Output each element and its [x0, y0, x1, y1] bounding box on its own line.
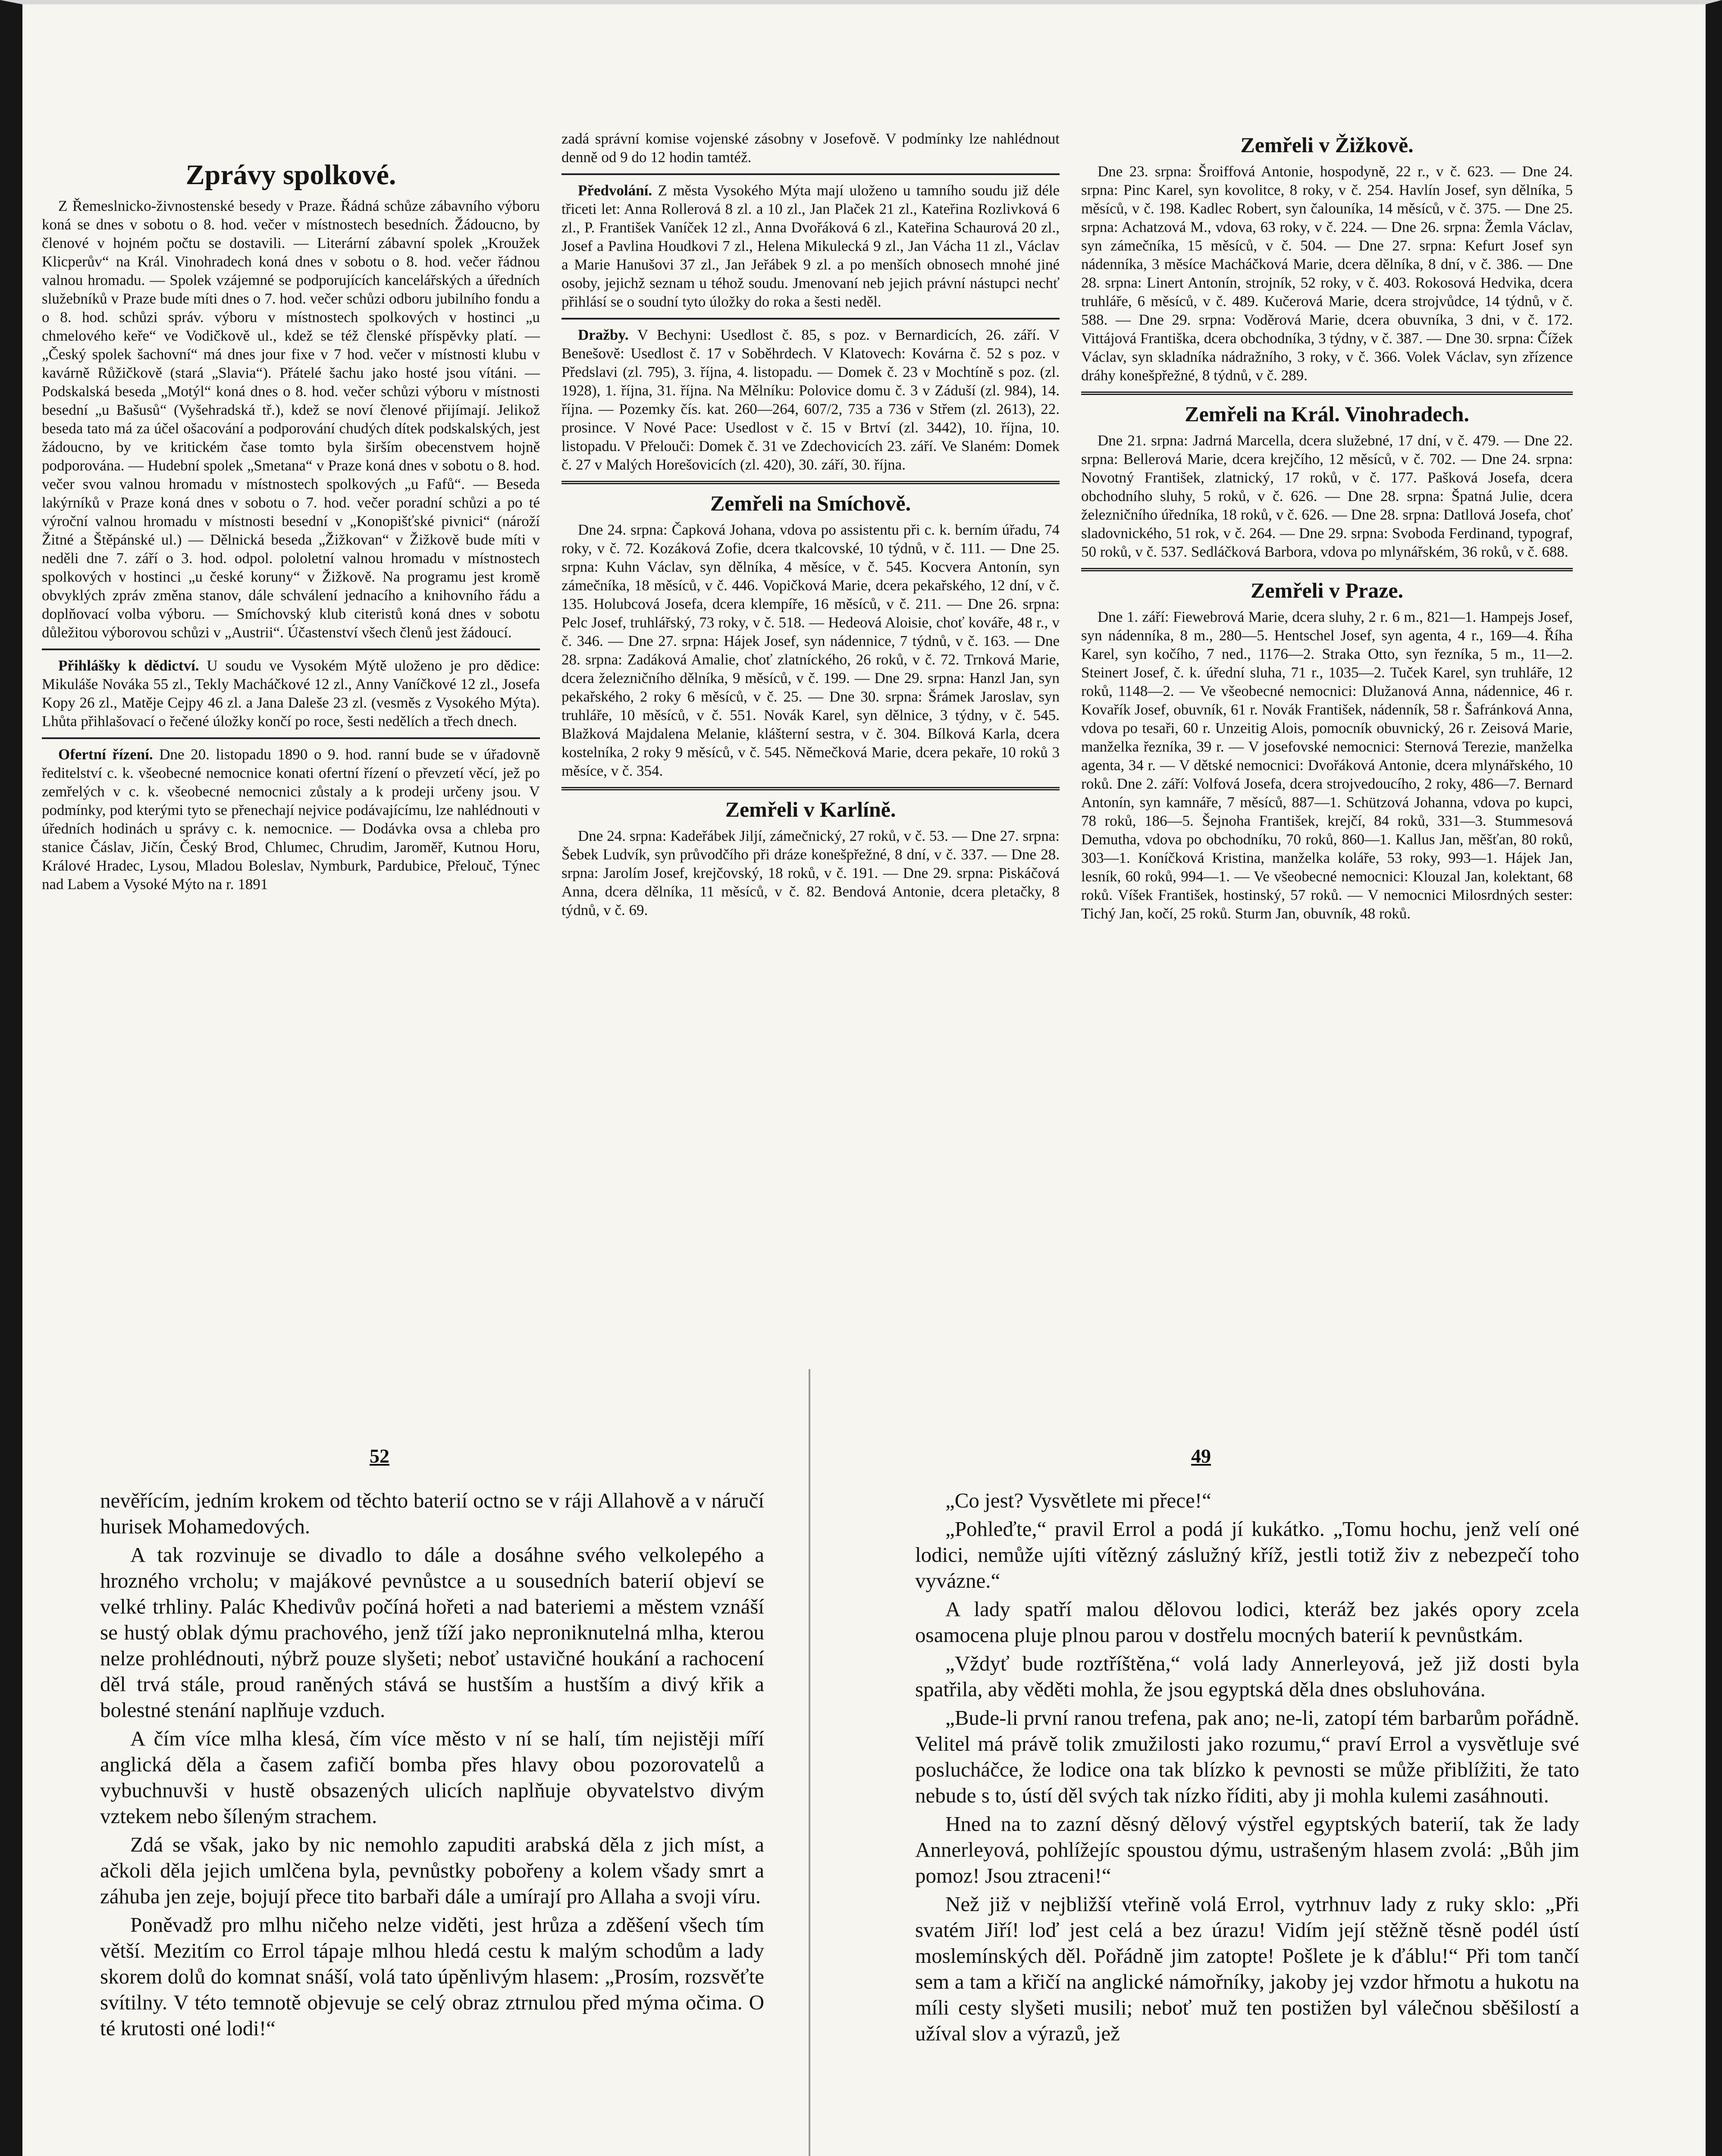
divider	[1081, 568, 1573, 571]
divider	[561, 481, 1060, 484]
column-predvolani	[561, 129, 1060, 925]
paragraph: „Vždyť bude roztříštěna,“ volá lady Annerleyová, jež již dosti byla spatřila, aby věděti mohla, že jsou egyptská děla dnes obsluhována.	[915, 1651, 1579, 1701]
paragraph-continued: zadá správní komise vojenské zásobny v Josefově. V podmínky lze nahlédnout denně od 9 do 12 hodin tamtéž.	[561, 130, 1060, 166]
paragraph-smichov: Dne 24. srpna: Čapková Johana, vdova po assistentu při c. k. berním úřadu, 74 roky, v č. 72. Kozáková Zofie, dcera tkalcovské, 10 týdnů, v č. 111. — Dne 25. srpna: Kuhn Václav, syn dělníka, 4 měsíce, v č. 545. Kocvera Antonín, syn zámečníka, 18 měsíců, v č. 446. Vopičková Marie, dcera pekařského, 12 dní, v č. 135. Holubcová Josefa, dcera klempíře, 16 měsíců, v č. 211. — Dne 26. srpna: Pelc Josef, truhlářský, 73 roky, v č. 518. — Hedeová Aloisie, choť kováře, 48 r., v č. 346. — Dne 27. srpna: Hájek Josef, syn nádennice, 7 týdnů, v č. 163. — Dne 28. srpna: Zadáková Amalie, choť zlatníckého, 26 roků, v č. 72. Trnková Marie, dcera železničního dělníka, 9 měsíců, v č. 199. — Dne 29. srpna: Hanzl Jan, syn pekařského, 2 roky 6 měsíců, v č. 25. — Dne 30. srpna: Šrámek Jaroslav, syn truhláře, 10 měsíců, v č. 551. Novák Karel, syn dělnice, 3 týdny, v č. 545. Blažková Majdalena Melanie, klášterní sestra, v č. 304. Bílková Karla, dcera kostelníka, 2 roky 9 měsíců, v č. 545. Němečková Marie, dcera pekaře, 10 roků 3 měsíce, v č. 354.	[561, 521, 1060, 779]
paragraph-zizkov: Dne 23. srpna: Šroiffová Antonie, hospodyně, 22 r., v č. 623. — Dne 24. srpna: Pinc Karel, syn kovolitce, 8 roky, v č. 254. Havlín Josef, syn dělníka, 5 měsíců, v č. 198. Kadlec Robert, syn čalouníka, 14 měsíců, v č. 375. — Dne 25. srpna: Achatzová M., vdova, 63 roky, v č. 224. — Dne 26. srpna: Žemla Václav, syn zámečníka, 15 měsíců, v č. 504. — Dne 27. srpna: Kefurt Josef syn nádenníka, 3 měsíce Macháčková Marie, dcera dělníka, 8 dní, v č. 386. — Dne 28. srpna: Linert Antonín, strojník, 52 roky, v č. 403. Rokosová Hedvika, dcera truhláře, 6 měsíců, v č. 489. Kučerová Marie, dcera strojvůdce, 14 týdnů, v č. 588. — Dne 29. srpna: Voděrová Marie, dcera obuvníka, 3 dni, v č. 172. Vittájová Františka, dcera obchodníka, 3 týdny, v č. 387. — Dne 30. srpna: Čížek Václav, syn skladníka nádražního, 3 roky, v č. 366. Volek Václav, syn zřízence dráhy konešpřežné, 8 týdnů, v č. 289.	[1081, 163, 1573, 384]
paragraph-ofertni: Ofertní řízení. Dne 20. listopadu 1890 o 9. hod. ranní bude se v úřadovně ředitelství c. k. všeobecné nemocnice konati ofertní řízení o převzetí věcí, jež po zemřelých v c. k. všeobecné nemocnici zůstaly a k prodeji určeny jsou. V podmínky, pod kterými tyto se přenechají nejvice podávajícímu, lze nahlédnouti v úředních hodinách u správy c. k. nemocnice. — Dodávka ovsa a chleba pro stanice Čáslav, Jičín, Český Brod, Chlumec, Chrudim, Jaroměř, Kutnou Horu, Králové Hradec, Lysou, Mladou Boleslav, Nymburk, Pardubice, Přelouč, Týnec nad Labem a Vysoké Mýto na r. 1891	[42, 746, 540, 893]
divider	[1081, 392, 1573, 395]
section-title-karlin: Zemřeli v Karlíně.	[725, 797, 896, 821]
divider	[561, 787, 1060, 790]
section-title-smichov: Zemřeli na Smíchově.	[710, 491, 911, 515]
section-title-praha: Zemřeli v Praze.	[1251, 578, 1403, 602]
book-page-left	[100, 1488, 764, 2044]
divider	[561, 318, 1060, 320]
paragraph: A tak rozvinuje se divadlo to dále a dosáhne svého velkolepého a hrozného vrcholu; v majákové pevnůstce a u sousedních baterií objeví se velké trhliny. Palác Khedivův počíná hořeti a nad bateriemi a městem vznáší se hustý oblak dýmu prachového, jenž tíží jako neproniknutelná mlha, kterou nelze prohlédnouti, nýbrž pouze slyšeti; neboť ustavičné houkání a rachocení děl trvá stále, proud raněných stává se hustším a hustším a divý křik a bolestné stenání naplňuje vzduch.	[100, 1543, 764, 1722]
page-number-left: 52	[370, 1445, 389, 1467]
paragraph: „Pohleďte,“ pravil Errol a podá jí kukátko. „Tomu hochu, jenž velí oné lodici, nemůže ujíti vítězný záslužný kříž, jestli totiž živ z nebezpečí toho vyvázne.“	[915, 1517, 1579, 1592]
paragraph: „Co jest? Vysvětlete mi přece!“	[945, 1489, 1211, 1512]
paragraph: Než již v nejbližší vteřině volá Errol, vytrhnuv lady z ruky sklo: „Při svatém Jiří! loď jest celá a bez úrazu! Vidím její stěžně těsně podél ústí moslemínských děl. Pořádně jim zatopte! Pošlete je k ďáblu!“ Při tom tančí sem a tam a křičí na anglické námořníky, jakoby jej vzdor hřmotu a hukotu na míli cesty slyšeti musili; neboť muž ten postižen byl válečnou sběšilostí a užíval slov a výrazů, jež	[915, 1892, 1579, 2045]
paragraph-vinohrady: Dne 21. srpna: Jadrná Marcella, dcera služebné, 17 dní, v č. 479. — Dne 22. srpna: Bellerová Marie, dcera krejčího, 12 měsíců, v č. 702. — Dne 24. srpna: Novotný František, zlatnický, 17 roků, v č. 177. Pašková Josefa, dcera obchodního sluhy, 5 roků, v č. 626. — Dne 28. srpna: Špatná Julie, dcera železničního úředníka, 18 roků, v č. 626. — Dne 28. srpna: Datllová Josefa, choť sladovnického, 51 rok, v č. 264. — Dne 29. srpna: Svoboda Ferdinand, typograf, 50 roků, v č. 537. Sedláčková Barbora, vdova po mlynářském, 36 roků, v č. 688.	[1081, 432, 1573, 560]
paragraph-drazby: Dražby. V Bechyni: Usedlost č. 85, s poz. v Bernardicích, 26. září. V Benešově: Usedlost č. 17 v Soběhrdech. V Klatovech: Kovárna č. 52 s poz. v Předslavi (zl. 795), 3. října, 4. listopadu. — Domek č. 23 v Mochtíně s poz. (zl. 1928), 1. října, 31. října. Na Mělníku: Polovice domu č. 3 v Záduší (zl. 984), 14. října. — Pozemky čís. kat. 260—264, 607/2, 735 a 736 v Střem (zl. 2613), 22. prosince. V Nové Pace: Usedlost v č. 15 v Brtví (zl. 3442), 10. října, 10. listopadu. V Přelouči: Domek č. 31 ve Zdechovicích 23. září. Ve Slaném: Domek č. 27 v Malých Horešovicích (zl. 420), 30. září, 30. října.	[561, 326, 1060, 473]
divider	[561, 173, 1060, 175]
paragraph-karlin: Dne 24. srpna: Kadeřábek Jiljí, zámečnický, 27 roků, v č. 53. — Dne 27. srpna: Šebek Ludvík, syn průvodčího při dráze konešpřežné, 8 dní, v č. 337. — Dne 28. srpna: Jarolím Josef, krejčovský, 18 roků, v č. 191. — Dne 29. srpna: Piskáčová Anna, dcera dělníka, 11 měsíců, v č. 82. Bendová Antonie, dcera pletačky, 8 týdnů, v č. 69.	[561, 827, 1060, 918]
paragraph: Hned na to zazní děsný dělový výstřel egyptských baterií, tak že lady Annerleyová, pohlížejíc spoustou dýmu, ustrašeným hlasem zvolá: „Bůh jim pomoz! Jsou ztraceni!“	[915, 1812, 1579, 1887]
column-spolkove	[42, 129, 540, 899]
paragraph: A lady spatří malou dělovou lodici, kteráž bez jakés opory zcela osamocena pluje plnou parou v dostřelu mocných baterií k pevnůstkám.	[915, 1597, 1579, 1647]
paragraph-praha: Dne 1. září: Fiewebrová Marie, dcera sluhy, 2 r. 6 m., 821—1. Hampejs Josef, syn nádenníka, 8 m., 280—5. Hentschel Josef, syn agenta, 4 r., 169—4. Říha Karel, syn kočího, 7 ned., 1176—2. Straka Otto, syn řezníka, 5 m., 11—2. Steinert Josef, č. k. úřední sluha, 71 r., 1035—2. Tuček Karel, syn truhláře, 12 roků, 1148—2. — Ve všeobecné nemocnici: Dlužanová Anna, nádennice, 46 r. Kovařík Josef, obuvník, 61 r. Novák František, nádenník, 58 r. Šafránková Anna, vdova po tesaři, 60 r. Unzeitig Alois, pomocník obuvnický, 26 r. Zeisová Marie, manželka řezníka, 39 r. — V josefovské nemocnici: Sternová Terezie, manželka agenta, 34 r. — V dětské nemocnici: Dvořáková Antonie, dcera mlynářského, 10 roků. Dne 2. září: Volfová Josefa, dcera strojvedoucího, 2 roky, 486—7. Bernard Antonín, syn kamnáře, 7 měsíců, 887—1. Schützová Johanna, vdova po kupci, 78 roků, 186—5. Šejnoha František, krejčí, 84 roků, 331—3. Stummesová Demutha, vdova po obchodníku, 70 roků, 860—1. Kallus Jan, měšťan, 80 roků, 303—1. Koníčková Kristina, manželka koláře, 53 roky, 993—1. Hájek Jan, lesník, 60 roků, 994—1. — Ve všeobecné nemocnici: Klouzal Jan, kolektant, 68 roků. Víšek František, hostinský, 57 roků. — V nemocnici Milosrdných sester: Tichý Jan, kočí, 25 roků. Sturm Jan, obuvník, 48 roků.	[1081, 608, 1573, 922]
column-zemreli	[1081, 129, 1573, 929]
divider	[42, 737, 540, 739]
paragraph: nevěřícím, jedním krokem od těchto baterií octno se v ráji Allahově a v náručí hurisek Mohamedových.	[100, 1489, 764, 1538]
page-number-right: 49	[1191, 1445, 1211, 1467]
paragraph: Zdá se však, jako by nic nemohlo zapuditi arabská děla z jich míst, a ačkoli děla jejich umlčena byla, pevnůstky pobořeny a kolem všady smrt a záhuba jen zeje, bojují přece tito barbaři dále a umírají pro Allaha a svoji víru.	[100, 1833, 764, 1908]
gutter-line	[809, 1369, 810, 2156]
paragraph-predvolani: Předvolání. Z města Vysokého Mýta mají uloženo u tamního soudu již déle třiceti let: Anna Rollerová 8 zl. a 10 zl., Jan Plaček 21 zl., Kateřina Rozlivková 6 zl., P. František Vaníček 12 zl., Anna Dvořáková 6 zl., Kateřina Schaurová 20 zl., Josef a Pavlina Houdkovi 7 zl., Helena Mikulecká 9 zl., Jan Vácha 11 zl., Václav a Marie Hanušovi 37 zl., Jan Jeřábek 9 zl. a po menších obnosech mnohé jiné osoby, jejichž seznam u téhož soudu. Jmenovaní neb jejich právní nástupci nechť přihlásí se o soudní tyto úložky do roka a šesti neděl.	[561, 182, 1060, 310]
section-title-spolkove: Zprávy spolkové.	[185, 159, 396, 191]
book-page-right	[915, 1488, 1579, 2049]
paragraph: Poněvadž pro mlhu ničeho nelze viděti, jest hrůza a zděšení všech tím větší. Mezitím co Errol tápaje mlhou hledá cestu k malým schodům a lady skorem dolů do komnat snáší, volá tato úpěnlivým hlasem: „Prosím, rozsvěťte svítilny. V této temnotě objevuje se celý obraz ztrnulou před mýma očima. O té krutosti oné lodi!“	[100, 1913, 764, 2040]
paragraph-spolkove: Z Řemeslnicko-živnostenské besedy v Praze. Řádná schůze zábavního výboru koná se dnes v sobotu o 8. hod. večer v místnostech besedních. Žádoucno, by členové v hojném počtu se dostavili. — Literární zábavní spolek „Kroužek Klicperův“ na Král. Vinohradech koná dnes v sobotu o 8. hod. večer řádnou valnou hromadu. — Spolek vzájemné se podporujících kancelářských a úředních služebníků v Praze bude míti dnes o 7. hod. večer schůzi odboru jubilního fondu a o 8. hod. schůzi správ. výboru v místnostech spolkových v hostinci „u chmelového keře“ ve Vodičkově ul., kdež se též členské příspěvky platí. — „Český spolek šachovní“ má dnes jour fixe v 7 hod. večer v místnosti klubu v kavárně Růžičkově (stará „Slavia“). Přátelé šachu jako hosté jsou vítáni. — Podskalská beseda „Motýl“ koná dnes o 8. hod. večer schůzi výboru v místnosti besední „u Bašusů“ (Vyšehradská tř.), kdež se noví členové přijímají. Jelikož beseda tato má za účel ošacování a podporování chudých dítek podskalských, jest žádoucno, by ve kritickém čase tomto byla širším obecenstvem hojně podporována. — Hudební spolek „Smetana“ v Praze koná dnes v sobotu o 8. hod. večer svou valnou hromadu v místnostech spolkových „u Fafů“. — Beseda lakýrníků v Praze koná dnes v sobotu o 7. hod. večer poradní schůzi a po té výroční valnou hromadu v místnosti besední v „Konopišťské pivnici“ (nároží Žitné a Štěpánské ul.) — Dělnická beseda „Žižkovan“ v Žižkově bude míti v neděli dne 7. září o 3. hod. odpol. pololetní valnou hromadu v místnostech spolkových v hostinci „u české koruny“ v Žižkově. Na programu jest kromě obvyklých zpráv změna stanov, dále schválení jednacího a knihovního řádu a doplňovací volba výboru. — Smíchovský klub citeristů koná dnes v sobotu důležitou výborovou schůzi v „Austrii“. Účastenství všech členů jest žádoucí.	[42, 197, 540, 641]
section-title-zizkov: Zemřeli v Žižkově.	[1240, 133, 1414, 157]
paragraph-dedictvi: Přihlášky k dědictví. U soudu ve Vysokém Mýtě uloženo je pro dědice: Mikuláše Nováka 55 zl., Tekly Macháčkové 12 zl., Anny Vaníčkové 12 zl., Josefa Kopy 26 zl., Matěje Cejpy 46 zl. a Jana Daleše 23 zl. (vesměs z Vysokého Mýta). Lhůta přihlašovací o řečené úložky končí po roce, šesti nedělích a třech dnech.	[42, 657, 540, 730]
divider	[42, 649, 540, 650]
paragraph: A čím více mlha klesá, čím více město v ní se halí, tím nejistěji míří anglická děla a časem zafičí bomba přes hlavy obou pozorovatelů a vybuchnuvši v hustě obsazených ulicích naplňuje obyvatelstvo divým vztekem nebo šíleným strachem.	[100, 1727, 764, 1828]
section-title-vinohrady: Zemřeli na Král. Vinohradech.	[1185, 402, 1469, 426]
paragraph: „Bude-li první ranou trefena, pak ano; ne-li, zatopí tém barbarům pořádně. Velitel má právě tolik zmužilosti jako rozumu,“ praví Errol a vysvětluje své poslucháčce, že lodice ona tak blízko k pevnosti se může přiblížiti, že tato nebude s to, ústí děl svých tak nízko říditi, aby ji mohla kulemi zasáhnouti.	[915, 1706, 1579, 1807]
